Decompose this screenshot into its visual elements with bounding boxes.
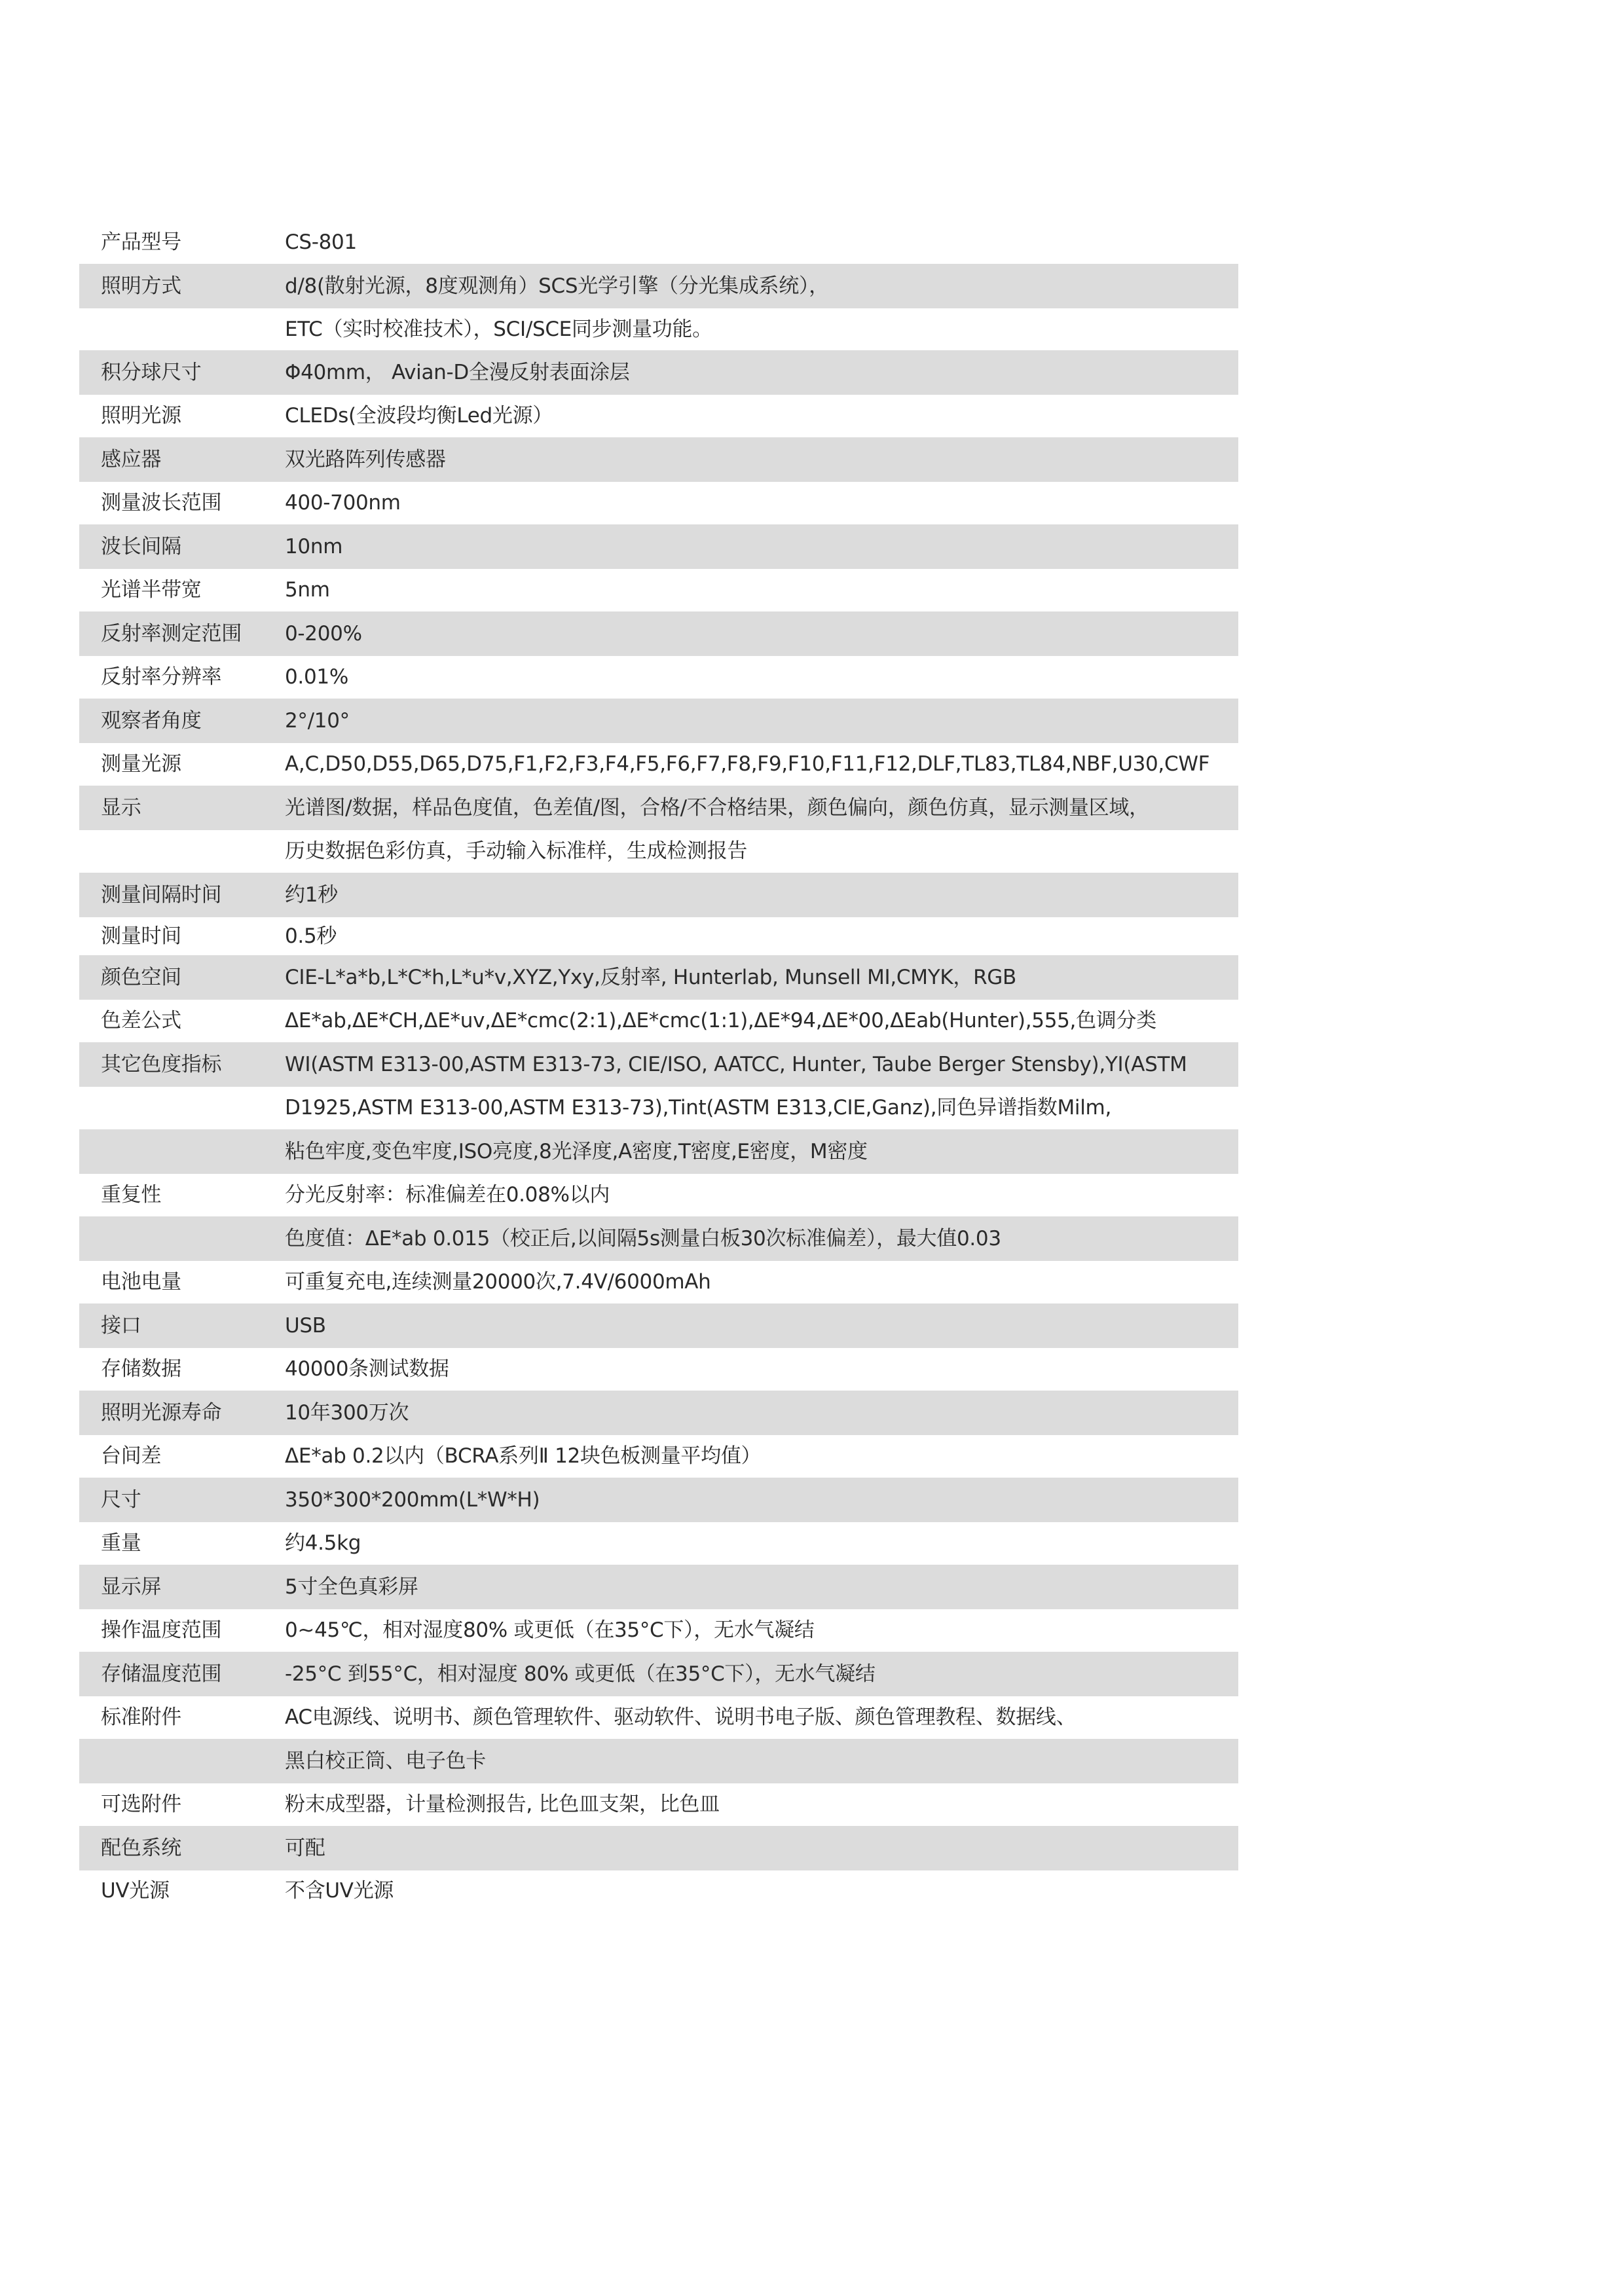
spec-value: D1925,ASTM E313-00,ASTM E313-73),Tint(ASTM E313,CIE,Ganz),同色异谱指数Milm,: [285, 1096, 1112, 1120]
spec-label: 反射率测定范围: [79, 611, 282, 656]
spec-row: [79, 1000, 1238, 1042]
spec-label: 测量间隔时间: [79, 873, 282, 917]
spec-value: USB: [282, 1303, 1238, 1348]
spec-value: 0~45℃，相对湿度80% 或更低（在35°C下），无水气凝结: [285, 1618, 815, 1642]
spec-label: 反射率分辨率: [101, 665, 222, 689]
spec-label: 显示屏: [79, 1565, 282, 1609]
spec-row: [79, 743, 1238, 786]
spec-label: 颜色空间: [79, 955, 282, 1000]
spec-value: ΔE*ab 0.2以内（BCRA系列Ⅱ 12块色板测量平均值）: [285, 1444, 762, 1468]
spec-value: 可重复充电,连续测量20000次,7.4V/6000mAh: [285, 1270, 711, 1294]
spec-row: [79, 264, 1238, 308]
spec-label: 重量: [101, 1531, 141, 1555]
spec-value: 色度值：ΔE*ab 0.015（校正后,以间隔5s测量白板30次标准偏差），最大值0.03: [282, 1216, 1238, 1261]
spec-value: 350*300*200mm(L*W*H): [282, 1478, 1238, 1522]
spec-row: [79, 1303, 1238, 1348]
spec-row: [79, 1609, 1238, 1652]
spec-row: [79, 1826, 1238, 1870]
spec-label: 接口: [79, 1303, 282, 1348]
spec-label: 感应器: [79, 437, 282, 482]
spec-row: [79, 524, 1238, 569]
spec-label: 色差公式: [101, 1009, 181, 1032]
spec-value: 黑白校正筒、电子色卡: [282, 1739, 1238, 1783]
spec-label: 存储温度范围: [79, 1652, 282, 1696]
spec-row: [79, 1652, 1238, 1696]
spec-value: Φ40mm， Avian-D全漫反射表面涂层: [282, 350, 1238, 395]
spec-row: [79, 1261, 1238, 1303]
spec-label: [79, 1129, 282, 1174]
spec-value: 分光反射率：标准偏差在0.08%以内: [285, 1183, 610, 1207]
spec-row: [79, 873, 1238, 917]
spec-row: [79, 1216, 1238, 1261]
spec-label: [79, 830, 282, 873]
spec-row: [79, 1783, 1238, 1826]
spec-label: 其它色度指标: [79, 1042, 282, 1087]
spec-row: [79, 786, 1238, 830]
spec-row: [79, 395, 1238, 437]
spec-row: [79, 1348, 1238, 1391]
spec-row: [79, 1129, 1238, 1174]
spec-label: [79, 1216, 282, 1261]
spec-value: 不含UV光源: [285, 1878, 394, 1903]
spec-label: 重复性: [101, 1183, 162, 1207]
spec-label: 操作温度范围: [101, 1618, 222, 1642]
spec-row: [79, 1870, 1238, 1911]
spec-label: 台间差: [101, 1444, 162, 1468]
spec-label: 可选附件: [101, 1793, 181, 1816]
spec-value: 粘色牢度,变色牢度,ISO亮度,8光泽度,A密度,T密度,E密度，M密度: [282, 1129, 1238, 1174]
spec-value: 粉末成型器，计量检测报告, 比色皿支架，比色皿: [285, 1793, 720, 1816]
spec-row: [79, 1174, 1238, 1216]
spec-label: 测量光源: [101, 752, 181, 776]
spec-row: [79, 830, 1238, 873]
spec-row: [79, 1391, 1238, 1435]
spec-value: 5nm: [285, 578, 330, 602]
spec-label: 配色系统: [79, 1826, 282, 1870]
spec-row: [79, 1435, 1238, 1478]
spec-row: [79, 1696, 1238, 1739]
spec-label: 存储数据: [101, 1357, 181, 1381]
spec-value: 历史数据色彩仿真，手动输入标准样，生成检测报告: [285, 839, 748, 863]
spec-row: [79, 437, 1238, 482]
spec-label: 积分球尺寸: [79, 350, 282, 395]
spec-row: [79, 221, 1238, 264]
spec-row: [79, 955, 1238, 1000]
spec-label: 产品型号: [101, 230, 181, 254]
spec-value: 可配: [282, 1826, 1238, 1870]
spec-row: [79, 308, 1238, 350]
spec-value: 光谱图/数据，样品色度值，色差值/图，合格/不合格结果，颜色偏向，颜色仿真，显示测量区域，: [282, 786, 1238, 830]
spec-row: [79, 1522, 1238, 1565]
spec-label: [79, 1739, 282, 1783]
spec-value: 0-200%: [282, 611, 1238, 656]
spec-label: 电池电量: [101, 1270, 181, 1294]
spec-label: UV光源: [101, 1878, 170, 1903]
spec-value: 约1秒: [282, 873, 1238, 917]
spec-label: 照明光源寿命: [79, 1391, 282, 1435]
spec-row: [79, 1042, 1238, 1087]
spec-value: AC电源线、说明书、颜色管理软件、驱动软件、说明书电子版、颜色管理教程、数据线、: [285, 1705, 1077, 1729]
spec-row: [79, 482, 1238, 524]
spec-value: 5寸全色真彩屏: [282, 1565, 1238, 1609]
spec-label: 标准附件: [101, 1705, 181, 1729]
spec-row: [79, 569, 1238, 611]
spec-table: [79, 221, 1238, 1911]
spec-value: ETC（实时校准技术），SCI/SCE同步测量功能。: [285, 317, 712, 341]
spec-value: 0.5秒: [285, 924, 337, 948]
spec-label: 显示: [79, 786, 282, 830]
spec-row: [79, 656, 1238, 699]
spec-value: CS-801: [285, 230, 357, 254]
spec-value: 10nm: [282, 524, 1238, 569]
spec-row: [79, 1478, 1238, 1522]
spec-value: 40000条测试数据: [285, 1357, 449, 1381]
spec-value: 2°/10°: [282, 699, 1238, 743]
spec-label: 照明光源: [101, 404, 181, 428]
spec-label: [79, 1087, 282, 1129]
spec-row: [79, 611, 1238, 656]
spec-row: [79, 917, 1238, 955]
spec-label: 光谱半带宽: [101, 578, 202, 602]
spec-label: 测量波长范围: [101, 491, 222, 515]
spec-value: WI(ASTM E313-00,ASTM E313-73, CIE/ISO, AATCC, Hunter, Taube Berger Stensby),YI(ASTM: [282, 1042, 1238, 1087]
spec-label: [79, 308, 282, 350]
spec-value: A,C,D50,D55,D65,D75,F1,F2,F3,F4,F5,F6,F7,F8,F9,F10,F11,F12,DLF,TL83,TL84,NBF,U30,CWF: [285, 752, 1210, 776]
spec-value: 10年300万次: [282, 1391, 1238, 1435]
spec-value: CLEDs(全波段均衡Led光源）: [285, 404, 553, 428]
spec-row: [79, 1739, 1238, 1783]
spec-value: 双光路阵列传感器: [282, 437, 1238, 482]
spec-row: [79, 699, 1238, 743]
spec-row: [79, 1565, 1238, 1609]
spec-value: 约4.5kg: [285, 1531, 361, 1555]
spec-row: [79, 1087, 1238, 1129]
spec-value: d/8(散射光源，8度观测角）SCS光学引擎（分光集成系统），: [282, 264, 1238, 308]
spec-label: 照明方式: [79, 264, 282, 308]
spec-value: CIE-L*a*b,L*C*h,L*u*v,XYZ,Yxy,反射率, Hunterlab, Munsell MI,CMYK，RGB: [282, 955, 1238, 1000]
spec-table-body: [79, 221, 1238, 1911]
spec-label: 波长间隔: [79, 524, 282, 569]
spec-value: -25°C 到55°C，相对湿度 80% 或更低（在35°C下），无水气凝结: [282, 1652, 1238, 1696]
spec-label: 尺寸: [79, 1478, 282, 1522]
spec-label: 观察者角度: [79, 699, 282, 743]
spec-value: ΔE*ab,ΔE*CH,ΔE*uv,ΔE*cmc(2:1),ΔE*cmc(1:1),ΔE*94,ΔE*00,ΔEab(Hunter),555,色调分类: [285, 1009, 1156, 1032]
spec-label: 测量时间: [101, 924, 181, 948]
spec-value: 0.01%: [285, 665, 348, 689]
spec-value: 400-700nm: [285, 491, 401, 515]
spec-row: [79, 350, 1238, 395]
